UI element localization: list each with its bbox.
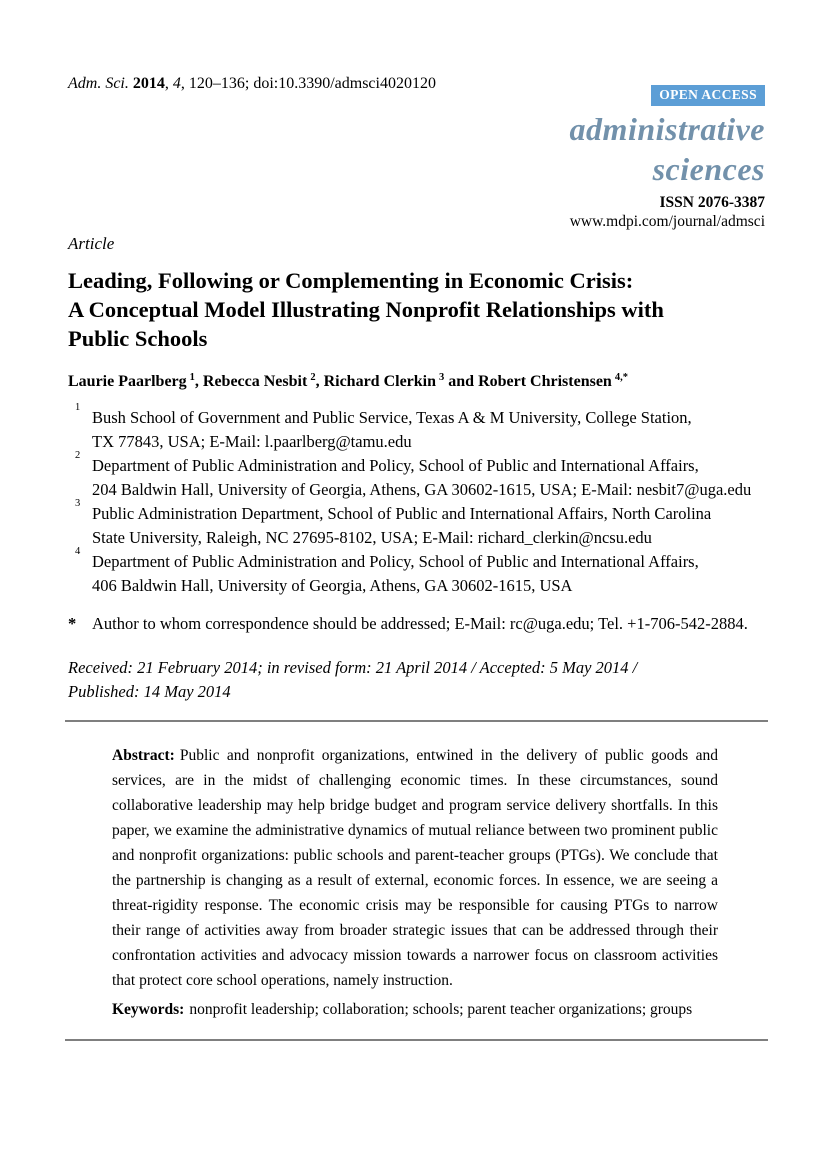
section-rule-bottom — [65, 1039, 768, 1041]
journal-url: www.mdpi.com/journal/admsci — [569, 213, 765, 230]
keywords-text: nonprofit leadership; collaboration; schools; parent teacher organizations; groups — [189, 1001, 693, 1018]
paper-title-line-3: Public Schools — [68, 326, 208, 351]
keywords-label: Keywords: — [112, 1001, 185, 1018]
affiliation-text-line: Department of Public Administration and Policy, School of Public and International Affairs, — [92, 552, 699, 571]
affiliation-item: 4 Department of Public Administration and Policy, School of Public and International Affairs, 406 Baldwin Hall, University of Georgia, Athens, GA 30602-1615, USA — [68, 550, 765, 598]
affiliation-item: 3 Public Administration Department, School of Public and International Affairs, North Carolina State University, Raleigh, NC 27695-8102, USA; E-Mail: richard_clerkin@ncsu.edu — [68, 502, 765, 550]
correspondence-marker: * — [68, 614, 77, 633]
author-affiliation-superscript: 3 — [439, 372, 445, 383]
affiliation-text-line: 406 Baldwin Hall, University of Georgia, Athens, GA 30602-1615, USA — [92, 576, 573, 595]
author-affiliation-superscript: 1 — [189, 372, 195, 383]
affiliation-text-line: TX 77843, USA; E-Mail: l.paarlberg@tamu.edu — [92, 432, 412, 451]
issn-number: ISSN 2076-3387 — [659, 194, 765, 211]
citation-journal-abbrev: Adm. Sci. — [68, 75, 129, 92]
keywords-section — [112, 997, 718, 1022]
dates-line-1: Received: 21 February 2014; in revised form: 21 April 2014 / Accepted: 5 May 2014 / — [68, 658, 638, 677]
journal-name-line-2: sciences — [652, 151, 765, 187]
affiliations-list — [68, 402, 765, 598]
journal-citation-line — [68, 72, 436, 93]
journal-name-line-1: administrative — [569, 111, 765, 147]
journal-masthead — [570, 85, 765, 231]
page-header — [68, 72, 765, 231]
correspondence-text: Author to whom correspondence should be addressed; E-Mail: rc@uga.edu; Tel. +1-706-542-2884. — [92, 614, 748, 633]
affiliation-text-line: 204 Baldwin Hall, University of Georgia, Athens, GA 30602-1615, USA; E-Mail: nesbit7@uga.edu — [92, 480, 752, 499]
citation-volume: 4 — [172, 75, 181, 92]
abstract-label: Abstract: — [112, 747, 175, 764]
author-name: Richard Clerkin — [323, 373, 437, 390]
affiliation-text-line: State University, Raleigh, NC 27695-8102, USA; E-Mail: richard_clerkin@ncsu.edu — [92, 528, 652, 547]
abstract-text: Public and nonprofit organizations, entwined in the delivery of public goods and services, are in the midst of challenging economic times. In these circumstances, sound collaborative leadership may help bridge budget and program service delivery shortfalls. In this paper, we examine the administrative dynamics of mutual reliance between two prominent public and nonprofit organizations: public schools and parent-teacher groups (PTGs). We conclude that the partnership is changing as a result of external, economic forces. In essence, we are seeing a threat-rigidity response. The economic crisis may be responsible for causing PTGs to narrow their range of activities away from broader strategic issues that can be addressed through their confrontation activities and advocacy mission towards a narrower focus on classroom activities that protect core school operations, namely instruction. — [112, 747, 718, 989]
affiliation-text-line: Public Administration Department, School of Public and International Affairs, North Carolina — [92, 504, 712, 523]
open-access-badge: OPEN ACCESS — [651, 85, 765, 106]
author-name: Robert Christensen — [478, 373, 612, 390]
section-rule-top — [65, 720, 768, 722]
author-affiliation-superscript: 2 — [310, 372, 316, 383]
dates-line-2: Published: 14 May 2014 — [68, 682, 231, 701]
citation-pages-doi: , 120–136; doi:10.3390/admsci4020120 — [180, 75, 436, 92]
affiliation-text-line: Bush School of Government and Public Service, Texas A & M University, College Station, — [92, 408, 692, 427]
authors-line — [68, 371, 765, 392]
correspondence-note — [68, 612, 765, 636]
citation-separator: , — [164, 75, 173, 92]
article-type-label: Article — [68, 234, 115, 253]
affiliation-item: 2 Department of Public Administration and Policy, School of Public and International Affairs, 204 Baldwin Hall, University of Georgia, Athens, GA 30602-1615, USA; E-Mail: nesbit7@uga.edu — [68, 454, 765, 502]
citation-year: 2014 — [128, 75, 165, 92]
author-separator: and — [444, 373, 479, 390]
affiliation-text-line: Department of Public Administration and Policy, School of Public and International Affairs, — [92, 456, 699, 475]
author-name: Laurie Paarlberg — [68, 373, 187, 390]
author-affiliation-superscript: 4,* — [614, 372, 628, 383]
author-separator: , — [315, 373, 324, 390]
article-history-dates — [68, 656, 765, 704]
paper-title-line-2: A Conceptual Model Illustrating Nonprofit Relationships with — [68, 297, 664, 322]
author-separator: , — [194, 373, 203, 390]
affiliation-item: 1 Bush School of Government and Public Service, Texas A & M University, College Station, TX 77843, USA; E-Mail: l.paarlberg@tamu.edu — [68, 406, 765, 454]
abstract-section — [112, 743, 718, 993]
paper-title — [68, 266, 765, 353]
paper-title-line-1: Leading, Following or Complementing in Economic Crisis: — [68, 268, 634, 293]
author-name: Rebecca Nesbit — [202, 373, 308, 390]
